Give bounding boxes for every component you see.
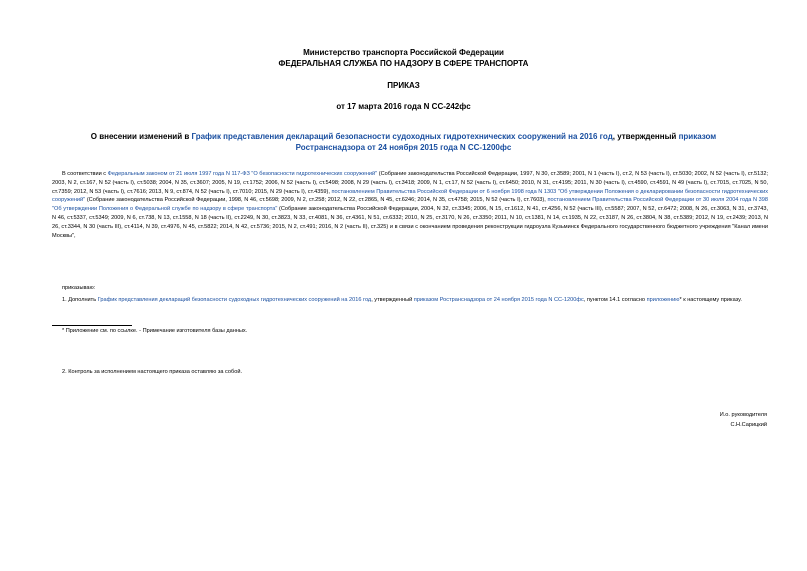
preamble-sources-3: (Собрание законодательства Российской Федерации, 2004, N 32, ст.3345; 2006, N 15, ст.1612, N 41, ст.4256, N 52 (часть III), ст.5587; 2007, N 52, ст.6472; 2008, N 26, ст.3063, N 31, ст.3743, N 46, ст.5337, ст.5349; 2009, N 6, ст.738, N 13, ст.1558, N 18 (часть II), ст.2249, N 30, ст.3823, N 33, ст.4081, N 36, ст.4361, N 51, ст.6332; 2010, N 25, ст.3170, N 26, ст.3350; 2011, N 10, ст.1381, N 14, ст.1935, N 22, ст.3187, N 26, ст.3804, N 38, ст.5389; 2012, N 19, ст.2439; 2013, N 26, ст.3344, N 30 (часть III), ст.4114, N 39, ст.4976, N 45, ст.5822; 2014, N 42, ст.5736; 2015, N 2, ст.491; 2016, N 2 (часть II), ст.325) и в связи с окончанием проведения реконструкции гидроузла Кузьминск Федерального государственного бюджетного учреждения "Канал имени Москвы", — [52, 206, 769, 239]
appendix-link[interactable]: приложению — [646, 297, 680, 303]
footnote: * Приложение см. по ссылке. - Примечание изготовителя базы данных. — [62, 328, 248, 334]
preamble-intro: В соответствии с — [62, 171, 108, 177]
signatory-position: И.о. руководителя — [719, 412, 767, 418]
item-2-paragraph: 2. Контроль за исполнением настоящего приказа оставляю за собой. — [62, 369, 243, 375]
resolution-398-link[interactable]: постановлением Правительства Российской Федерации от 30 июля 2004 года N 398 "Об утверждении Положения о Федеральной службе по надзору в сфере транспорта" — [52, 197, 768, 213]
item-1-middle-2: , пунктом 14.1 согласно — [583, 297, 647, 303]
footnote-divider — [52, 325, 132, 326]
federal-law-link[interactable]: Федеральным законом от 21 июля 1997 года N 117-ФЗ "О безопасности гидротехнических сооружений" — [107, 171, 378, 177]
order-word: приказываю: — [62, 285, 96, 291]
item-1-order-link[interactable]: приказом Ространснадзора от 24 ноября 2015 года N СС-1200фс — [413, 297, 584, 303]
item-1-schedule-link[interactable]: График представления деклараций безопасности судоходных гидротехнических сооружений на 2016 год — [97, 297, 372, 303]
document-type: ПРИКАЗ — [387, 81, 420, 90]
document-title — [60, 131, 747, 153]
resolution-1303-link[interactable]: постановлением Правительства Российской Федерации от 6 ноября 1998 года N 1303 "Об утверждении Положения о декларировании безопасности гидротехнических сооружений" — [52, 188, 768, 204]
signatory-name: С.Н.Сарицкий — [730, 422, 767, 428]
document-date: от 17 марта 2016 года N СС-242фс — [336, 102, 471, 111]
preamble-paragraph — [52, 170, 768, 240]
item-1-middle: , утвержденный — [371, 297, 414, 303]
title-schedule-link[interactable]: График представления деклараций безопасности судоходных гидротехнических сооружений на 2016 год — [191, 132, 613, 141]
preamble-sources-1: (Собрание законодательства Российской Федерации, 1997, N 30, ст.3589; 2001, N 1 (часть I), ст.2, N 53 (часть I), ст.5030; 2002, N 52 (часть I), ст.5132; 2003, N 2, ст.167, N 52 (часть I), ст.5038; 2004, N 35, ст.3607; 2005, N 19, ст.1752; 2006, N 52 (часть I), ст.5498; 2008, N 29 (часть I), ст.3418; 2009, N 1, ст.17, N 52 (часть I), ст.6450; 2010, N 31, ст.4195; 2011, N 30 (часть I), ст.4590, ст.4591, N 49 (часть I), ст.7015, ст.7025, N 50, ст.7359; 2012, N 53 (часть I), ст.7616; 2013, N 9, ст.874, N 52 (часть I), ст.7010; 2015, N 29 (часть I), ст.4359), — [52, 171, 769, 195]
item-1-intro: 1. Дополнить — [62, 297, 98, 303]
service-name: ФЕДЕРАЛЬНАЯ СЛУЖБА ПО НАДЗОРУ В СФЕРЕ ТРАНСПОРТА — [278, 59, 529, 68]
title-prefix: О внесении изменений в — [90, 132, 192, 141]
ministry-name: Министерство транспорта Российской Федерации — [303, 48, 504, 57]
item-1-paragraph — [52, 296, 768, 305]
item-1-end: * к настоящему приказу. — [679, 297, 742, 303]
title-middle: , утвержденный — [612, 132, 679, 141]
title-order-link[interactable]: приказом Ространснадзора от 24 ноября 2015 года N СС-1200фс — [295, 132, 717, 152]
preamble-sources-2: (Собрание законодательства Российской Федерации, 1998, N 46, ст.5698; 2009, N 2, ст.258; 2012, N 22, ст.2865, N 45, ст.6246; 2014, N 35, ст.4758; 2015, N 52 (часть I), ст.7603), — [85, 197, 548, 204]
